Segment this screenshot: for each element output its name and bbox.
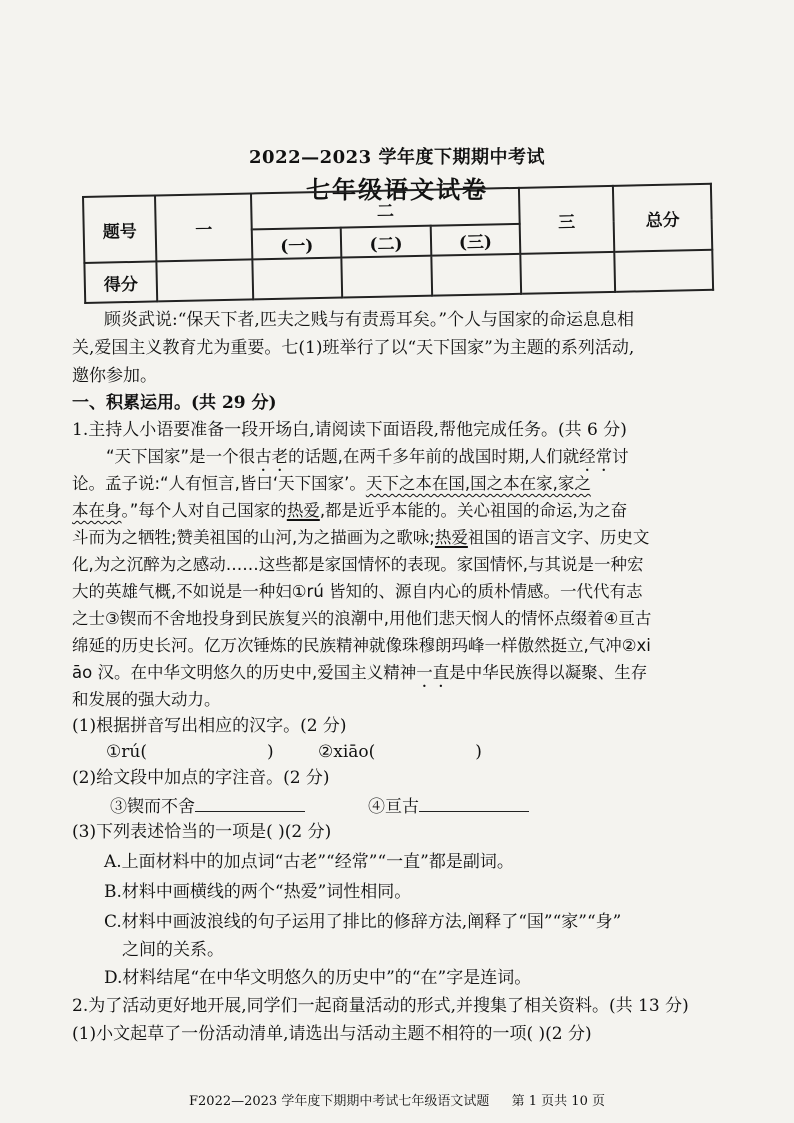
text: “天下国家”是一个很 (106, 447, 256, 466)
passage-line: 化,为之沉醉为之感动……这些都是家国情怀的表现。家国情怀,与其说是一种宏 (72, 555, 644, 574)
score-table-label-score: 得分 (84, 261, 157, 302)
passage-line (72, 661, 647, 691)
label: ①rú( (106, 742, 147, 762)
intro-line: 邀你参加。 (72, 366, 157, 386)
score-cell (520, 252, 615, 294)
score-cell (342, 256, 432, 298)
answer-blank-2a[interactable] (195, 793, 305, 812)
dotted-char: 古 (255, 447, 272, 466)
passage-line (72, 499, 627, 523)
question-2-stem: 2.为了活动更好地开展,同学们一起商量活动的形式,并搜集了相关资料。(共 13 分) (72, 996, 689, 1016)
dotted-char: 老 (271, 447, 289, 466)
question-2-sub-1: (1)小文起草了一份活动清单,请选出与活动主题不相符的一项( )(2 分) (72, 1024, 592, 1044)
exam-title: 2022—2023 学年度下期期中考试 (249, 147, 545, 168)
option-d: D.材料结尾“在中华文明悠久的历史中”的“在”字是连词。 (104, 968, 532, 988)
intro-line: 关,爱国主义教育尤为重要。七(1)班举行了以“天下国家”为主题的系列活动, (72, 338, 635, 358)
score-table-col-3: 三 (519, 186, 614, 254)
paren: ) (475, 742, 482, 762)
paren: ) (266, 742, 274, 762)
text: 讨 (612, 447, 629, 466)
sub-question-3: (3)下列表述恰当的一项是( )(2 分) (72, 822, 332, 842)
score-table (82, 183, 714, 304)
dotted-char: 直 (432, 663, 450, 682)
passage-line: 之士③锲而不舍地投身到民族复兴的浪潮中,用他们悲天悯人的情怀点缀着④亘古 (72, 609, 652, 628)
section-heading: 一、积累运用。(共 29 分) (72, 393, 277, 413)
answer-1a (106, 740, 274, 764)
score-cell (252, 258, 342, 300)
score-cell (614, 250, 713, 292)
text: 祖国的语言文字、历史文 (467, 528, 650, 547)
answer-1b (318, 740, 482, 764)
score-table-sub-2: (二) (341, 226, 431, 258)
answer-2b (368, 793, 529, 819)
text: 。”每个人对自己国家的 (121, 501, 287, 520)
paper-title: 七年级语文试卷 (306, 175, 488, 204)
sub-question-1: (1)根据拼音写出相应的汉字。(2 分) (72, 716, 347, 736)
text: 斗而为之牺牲;赞美祖国的山河,为之描画为之歌咏; (72, 528, 435, 547)
text: 是中华民族得以凝聚、生存 (449, 663, 648, 682)
passage-line (72, 472, 591, 496)
passage-line: 大的英雄气概,不如说是一种妇①rú 皆知的、源自内心的质朴情感。一代代有志 (72, 582, 643, 601)
option-a: A.上面材料中的加点词“古老”“经常”“一直”都是副词。 (104, 852, 514, 872)
intro-line: 顾炎武说:“保天下者,匹夫之贱与有责焉耳矣。”个人与国家的命运息息相 (104, 310, 635, 330)
option-c: C.材料中画波浪线的句子运用了排比的修辞方法,阐释了“国”“家”“身” (104, 912, 622, 932)
underlined-text: 热爱 (434, 528, 468, 547)
passage-line (106, 445, 629, 475)
page-footer (0, 1090, 794, 1109)
text: 的话题,在两千多年前的战国时期,人们就 (288, 447, 580, 466)
label: ②xiāo( (318, 742, 376, 762)
option-c-cont: 之间的关系。 (122, 940, 224, 960)
answer-blank-2b[interactable] (419, 793, 529, 812)
footer-title: F2022—2023 学年度下期期中考试七年级语文试题 (189, 1094, 490, 1109)
score-cell (431, 254, 521, 296)
score-table-sub-1: (一) (252, 228, 342, 260)
question-1-stem: 1.主持人小语要准备一段开场白,请阅读下面语段,帮他完成任务。(共 6 分) (72, 420, 627, 440)
wavy-underlined-text: 本在身 (72, 501, 122, 520)
score-table-col-total: 总分 (613, 184, 712, 252)
passage-line: 和发展的强大动力。 (72, 690, 221, 709)
underlined-text: 热爱 (286, 501, 320, 520)
answer-2a (110, 793, 305, 819)
score-cell (156, 259, 253, 301)
score-table-col-1: 一 (155, 193, 252, 261)
wavy-underlined-text: 天下之本在国,国之本在家,家之 (365, 474, 591, 493)
score-table-col-2: 二 (251, 188, 520, 230)
text: ,都是近乎本能的。关心祖国的命运,为之奋 (319, 501, 628, 520)
score-table-label-number: 题号 (83, 195, 156, 262)
label: ③锲而不舍 (110, 797, 195, 817)
passage-line (72, 526, 649, 550)
text: āo 汉。在中华文明悠久的历史中,爱国主义精神 (72, 663, 417, 682)
label: ④亘古 (368, 797, 419, 817)
option-b: B.材料中画横线的两个“热爱”词性相同。 (104, 882, 412, 902)
score-table-sub-3: (三) (430, 224, 520, 256)
dotted-char: 经 (579, 447, 596, 466)
text: 论。孟子说:“人有恒言,皆曰‘天下国家’。 (72, 474, 366, 493)
sub-question-2: (2)给文段中加点的字注音。(2 分) (72, 768, 330, 788)
dotted-char: 一 (416, 663, 433, 682)
dotted-char: 常 (595, 447, 613, 466)
passage-line: 绵延的历史长河。亿万次锤炼的民族精神就像珠穆朗玛峰一样傲然挺立,气冲②xi (72, 636, 651, 655)
footer-page-number: 第 1 页共 10 页 (511, 1094, 605, 1109)
